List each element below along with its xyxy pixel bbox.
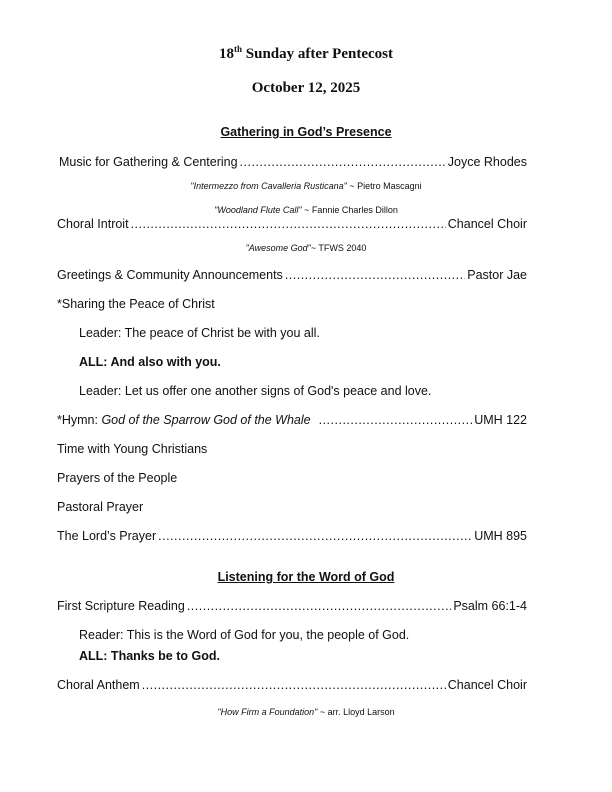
anthem-note (0, 707, 612, 717)
note-title: "Woodland Flute Call" (214, 205, 302, 215)
music-note-2 (0, 205, 612, 215)
title-number: 18 (219, 46, 234, 62)
leader-dots (187, 599, 452, 613)
item-leader: UMH 895 (474, 529, 527, 543)
item-label (57, 413, 311, 427)
order-item-prayers-of-people: Prayers of the People (57, 471, 178, 485)
leader-line-2: Leader: Let us offer one another signs of God's peace and love. (79, 384, 432, 398)
order-item-music (59, 155, 527, 169)
hymn-prefix: *Hymn: (57, 413, 102, 427)
leader-dots (285, 268, 465, 282)
item-label: Music for Gathering & Centering (59, 155, 238, 169)
item-leader: Chancel Choir (447, 217, 527, 231)
item-leader: Chancel Choir (447, 678, 527, 692)
section-heading-gathering: Gathering in God’s Presence (220, 125, 392, 139)
note-credit: ~ Fannie Charles Dillon (301, 205, 398, 215)
item-label: Choral Anthem (57, 678, 140, 692)
order-item-lords-prayer (57, 529, 527, 543)
introit-note (0, 243, 612, 253)
leader-dots (142, 678, 446, 692)
item-leader: Joyce Rhodes (447, 155, 527, 169)
item-label: Choral Introit (57, 217, 129, 231)
all-response-2: ALL: Thanks be to God. (79, 649, 220, 663)
item-label: First Scripture Reading (57, 599, 185, 613)
item-leader: Psalm 66:1-4 (453, 599, 527, 613)
note-credit: ~ Pietro Mascagni (346, 181, 422, 191)
item-leader: UMH 122 (474, 413, 527, 427)
hymn-title: God of the Sparrow God of the Whale (101, 413, 311, 427)
note-title: "Awesome God" (245, 243, 311, 253)
page-title (0, 44, 612, 63)
order-item-introit (57, 217, 527, 231)
order-item-anthem (57, 678, 527, 692)
note-title: "How Firm a Foundation" (217, 707, 318, 717)
order-item-young-christians: Time with Young Christians (57, 442, 208, 456)
leader-dots (131, 217, 446, 231)
order-item-peace: *Sharing the Peace of Christ (57, 297, 215, 311)
service-date: October 12, 2025 (251, 80, 361, 96)
order-item-hymn (57, 413, 527, 427)
order-item-scripture (57, 599, 527, 613)
note-credit: ~ arr. Lloyd Larson (317, 707, 395, 717)
all-response-1: ALL: And also with you. (79, 355, 221, 369)
order-item-greetings (57, 268, 527, 282)
title-ordinal-suffix: th (234, 44, 243, 54)
order-item-pastoral-prayer: Pastoral Prayer (57, 500, 144, 514)
reader-line: Reader: This is the Word of God for you, the people of God. (79, 628, 410, 642)
title-rest: Sunday after Pentecost (242, 46, 393, 62)
item-label: Greetings & Community Announcements (57, 268, 283, 282)
leader-dots (240, 155, 446, 169)
section-heading-listening: Listening for the Word of God (217, 570, 395, 584)
music-note-1 (0, 181, 612, 191)
leader-line-1: Leader: The peace of Christ be with you all. (79, 326, 320, 340)
leader-dots (158, 529, 472, 543)
item-label: The Lord’s Prayer (57, 529, 157, 543)
item-leader: Pastor Jae (467, 268, 527, 282)
note-credit: ~ TFWS 2040 (310, 243, 367, 253)
leader-dots (319, 413, 473, 427)
note-title: "Intermezzo from Cavalleria Rusticana" (190, 181, 347, 191)
